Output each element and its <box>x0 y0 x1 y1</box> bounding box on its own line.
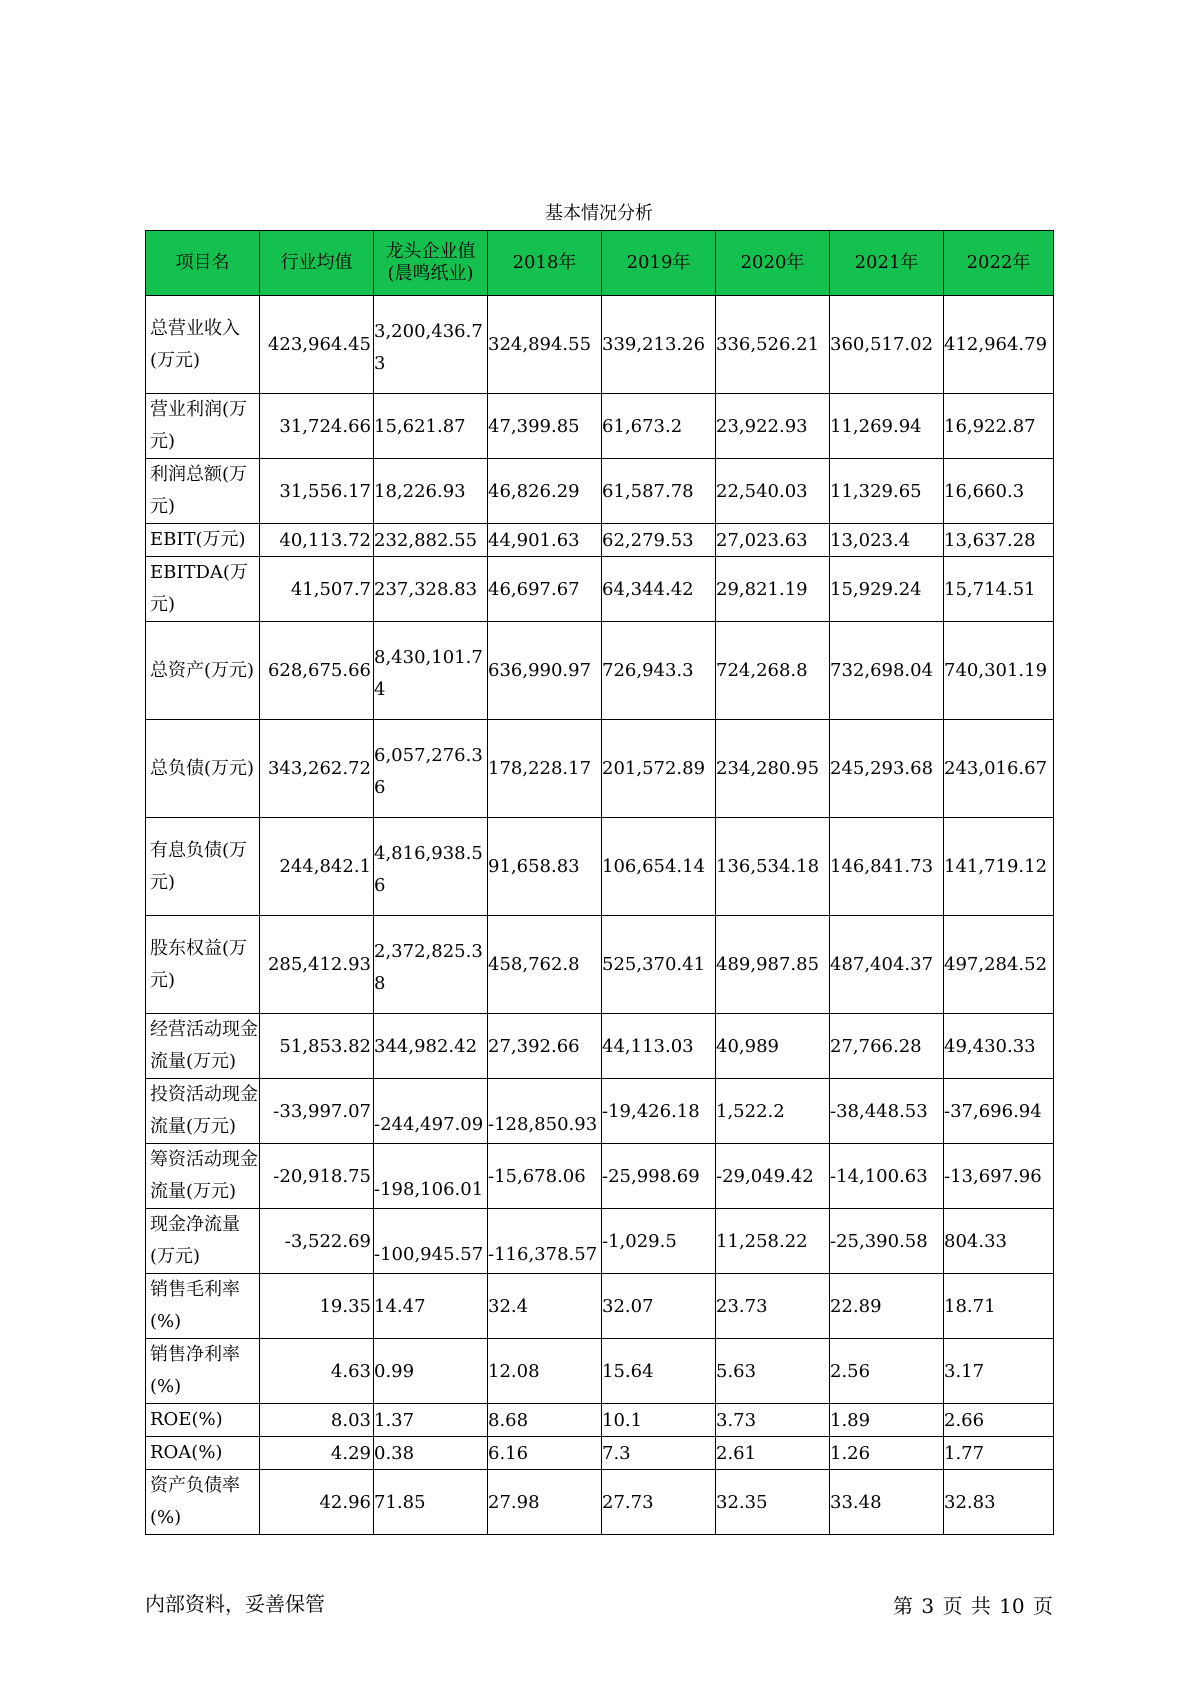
table-cell: 724,268.8 <box>716 622 830 720</box>
table-cell: 336,526.21 <box>716 296 830 394</box>
table-cell: 285,412.93 <box>260 916 374 1014</box>
table-cell: -33,997.07 <box>260 1079 374 1144</box>
row-label <box>146 296 260 394</box>
table-row <box>146 622 1054 720</box>
row-label-text: 销售净利率(%) <box>150 1344 240 1397</box>
row-label-text: ROE(%) <box>150 1409 223 1430</box>
table-cell: 14.47 <box>374 1274 488 1339</box>
table-cell: 2.66 <box>944 1404 1054 1437</box>
table-cell: -14,100.63 <box>830 1144 944 1209</box>
table-cell: -29,049.42 <box>716 1144 830 1209</box>
row-label <box>146 524 260 557</box>
table-cell: 41,507.7 <box>260 557 374 622</box>
footer-page-number: 第 3 页 共 10 页 <box>893 1594 1053 1618</box>
table-cell: -13,697.96 <box>944 1144 1054 1209</box>
table-cell: 51,853.82 <box>260 1014 374 1079</box>
table-cell: 4,816,938.56 <box>374 818 488 916</box>
table-cell: 740,301.19 <box>944 622 1054 720</box>
table-cell: 360,517.02 <box>830 296 944 394</box>
row-label-text: 股东权益(万元) <box>150 937 248 991</box>
table-cell: -3,522.69 <box>260 1209 374 1274</box>
table-cell: 44,113.03 <box>602 1014 716 1079</box>
table-cell: 32.35 <box>716 1470 830 1535</box>
table-cell: 3,200,436.73 <box>374 296 488 394</box>
table-cell: 61,673.2 <box>602 394 716 459</box>
table-cell: 458,762.8 <box>488 916 602 1014</box>
header-cell: 2021年 <box>830 231 944 296</box>
table-cell: 0.38 <box>374 1437 488 1470</box>
table-cell: 6.16 <box>488 1437 602 1470</box>
table-row <box>146 1404 1054 1437</box>
table-cell: 18.71 <box>944 1274 1054 1339</box>
table-row <box>146 1437 1054 1470</box>
table-cell: 0.99 <box>374 1339 488 1404</box>
table-cell: 146,841.73 <box>830 818 944 916</box>
table-cell: 46,826.29 <box>488 459 602 524</box>
table-cell: -20,918.75 <box>260 1144 374 1209</box>
table-cell: 7.3 <box>602 1437 716 1470</box>
table-cell: 726,943.3 <box>602 622 716 720</box>
table-cell: 23.73 <box>716 1274 830 1339</box>
table-cell: 44,901.63 <box>488 524 602 557</box>
table-cell: 61,587.78 <box>602 459 716 524</box>
table-cell: 339,213.26 <box>602 296 716 394</box>
table-cell: 32.83 <box>944 1470 1054 1535</box>
row-label <box>146 1339 260 1404</box>
table-cell: -116,378.57 <box>488 1209 602 1274</box>
row-label-text: 筹资活动现金流量(万元) <box>150 1149 258 1202</box>
table-cell: 18,226.93 <box>374 459 488 524</box>
row-label-text: 投资活动现金流量(万元) <box>150 1084 258 1137</box>
table-header-row <box>146 231 1054 296</box>
table-cell: -198,106.01 <box>374 1144 488 1209</box>
table-cell: 32.07 <box>602 1274 716 1339</box>
table-cell: 412,964.79 <box>944 296 1054 394</box>
table-row <box>146 1144 1054 1209</box>
table-cell: 27,023.63 <box>716 524 830 557</box>
table-cell: 32.4 <box>488 1274 602 1339</box>
table-cell: 19.35 <box>260 1274 374 1339</box>
table-cell: 15.64 <box>602 1339 716 1404</box>
table-cell: 487,404.37 <box>830 916 944 1014</box>
table-cell: 33.48 <box>830 1470 944 1535</box>
table-cell: 27,766.28 <box>830 1014 944 1079</box>
table-cell: 11,329.65 <box>830 459 944 524</box>
table-cell: 245,293.68 <box>830 720 944 818</box>
table-row <box>146 1014 1054 1079</box>
table-cell: 15,621.87 <box>374 394 488 459</box>
table-cell: 91,658.83 <box>488 818 602 916</box>
table-cell: 40,113.72 <box>260 524 374 557</box>
header-cell: 2022年 <box>944 231 1054 296</box>
table-cell: 489,987.85 <box>716 916 830 1014</box>
financial-table <box>145 230 1054 1535</box>
table-cell: 27,392.66 <box>488 1014 602 1079</box>
table-cell: 343,262.72 <box>260 720 374 818</box>
header-cell: 龙头企业值(晨鸣纸业) <box>374 231 488 296</box>
table-cell: 344,982.42 <box>374 1014 488 1079</box>
table-cell: 31,556.17 <box>260 459 374 524</box>
header-cell: 2019年 <box>602 231 716 296</box>
table-cell: 15,714.51 <box>944 557 1054 622</box>
row-label <box>146 1014 260 1079</box>
row-label <box>146 1404 260 1437</box>
table-cell: 525,370.41 <box>602 916 716 1014</box>
table-cell: 1.37 <box>374 1404 488 1437</box>
table-cell: 423,964.45 <box>260 296 374 394</box>
row-label <box>146 622 260 720</box>
table-cell: 141,719.12 <box>944 818 1054 916</box>
row-label <box>146 916 260 1014</box>
table-cell: 46,697.67 <box>488 557 602 622</box>
table-cell: -15,678.06 <box>488 1144 602 1209</box>
table-row <box>146 524 1054 557</box>
row-label-text: 营业利润(万元) <box>150 399 248 452</box>
row-label <box>146 1144 260 1209</box>
row-label-text: 总资产(万元) <box>150 659 255 681</box>
table-cell: 1.26 <box>830 1437 944 1470</box>
row-label <box>146 1274 260 1339</box>
table-cell: 106,654.14 <box>602 818 716 916</box>
table-cell: 136,534.18 <box>716 818 830 916</box>
table-row <box>146 1079 1054 1144</box>
row-label-text: 总营业收入(万元) <box>150 317 240 371</box>
table-row <box>146 459 1054 524</box>
table-cell: 201,572.89 <box>602 720 716 818</box>
table-row <box>146 818 1054 916</box>
table-cell: 234,280.95 <box>716 720 830 818</box>
table-cell: 47,399.85 <box>488 394 602 459</box>
row-label-text: 现金净流量(万元) <box>150 1214 240 1267</box>
table-row <box>146 557 1054 622</box>
table-cell: 31,724.66 <box>260 394 374 459</box>
row-label-text: 销售毛利率(%) <box>150 1279 240 1332</box>
table-row <box>146 1209 1054 1274</box>
table-cell: 243,016.67 <box>944 720 1054 818</box>
row-label-text: EBIT(万元) <box>150 529 246 550</box>
header-cell: 行业均值 <box>260 231 374 296</box>
row-label <box>146 1470 260 1535</box>
row-label <box>146 1079 260 1144</box>
header-cell: 2020年 <box>716 231 830 296</box>
table-cell: 4.29 <box>260 1437 374 1470</box>
table-cell: 13,023.4 <box>830 524 944 557</box>
table-cell: 12.08 <box>488 1339 602 1404</box>
table-row <box>146 296 1054 394</box>
table-cell: 1,522.2 <box>716 1079 830 1144</box>
table-cell: 42.96 <box>260 1470 374 1535</box>
table-cell: 27.73 <box>602 1470 716 1535</box>
table-cell: 244,842.1 <box>260 818 374 916</box>
table-cell: 71.85 <box>374 1470 488 1535</box>
table-cell: 22.89 <box>830 1274 944 1339</box>
table-cell: -19,426.18 <box>602 1079 716 1144</box>
table-cell: 64,344.42 <box>602 557 716 622</box>
table-cell: -100,945.57 <box>374 1209 488 1274</box>
table-cell: 324,894.55 <box>488 296 602 394</box>
row-label <box>146 1209 260 1274</box>
table-cell: 237,328.83 <box>374 557 488 622</box>
row-label <box>146 720 260 818</box>
row-label-text: EBITDA(万元) <box>150 562 248 615</box>
header-cell: 项目名 <box>146 231 260 296</box>
table-cell: 16,660.3 <box>944 459 1054 524</box>
table-cell: 628,675.66 <box>260 622 374 720</box>
table-cell: 29,821.19 <box>716 557 830 622</box>
table-cell: 732,698.04 <box>830 622 944 720</box>
table-row <box>146 1470 1054 1535</box>
header-cell: 2018年 <box>488 231 602 296</box>
row-label-text: 总负债(万元) <box>150 757 255 779</box>
table-cell: -25,998.69 <box>602 1144 716 1209</box>
table-cell: 1.89 <box>830 1404 944 1437</box>
row-label <box>146 394 260 459</box>
table-row <box>146 394 1054 459</box>
table-cell: 15,929.24 <box>830 557 944 622</box>
row-label <box>146 1437 260 1470</box>
table-cell: 232,882.55 <box>374 524 488 557</box>
table-cell: -1,029.5 <box>602 1209 716 1274</box>
row-label-text: 有息负债(万元) <box>150 839 248 893</box>
table-cell: 4.63 <box>260 1339 374 1404</box>
table-cell: 8,430,101.74 <box>374 622 488 720</box>
footer-confidential: 内部资料，妥善保管 <box>145 1592 325 1616</box>
table-cell: 10.1 <box>602 1404 716 1437</box>
table-row <box>146 1274 1054 1339</box>
table-cell: -128,850.93 <box>488 1079 602 1144</box>
table-cell: 23,922.93 <box>716 394 830 459</box>
table-cell: 11,258.22 <box>716 1209 830 1274</box>
table-cell: 6,057,276.36 <box>374 720 488 818</box>
table-cell: 497,284.52 <box>944 916 1054 1014</box>
table-row <box>146 916 1054 1014</box>
table-cell: 11,269.94 <box>830 394 944 459</box>
row-label-text: 利润总额(万元) <box>150 464 248 517</box>
table-cell: 636,990.97 <box>488 622 602 720</box>
table-cell: 804.33 <box>944 1209 1054 1274</box>
table-cell: 8.03 <box>260 1404 374 1437</box>
table-cell: 2.56 <box>830 1339 944 1404</box>
table-cell: 2,372,825.38 <box>374 916 488 1014</box>
table-cell: 1.77 <box>944 1437 1054 1470</box>
table-cell: 49,430.33 <box>944 1014 1054 1079</box>
table-cell: -244,497.09 <box>374 1079 488 1144</box>
table-cell: 22,540.03 <box>716 459 830 524</box>
table-cell: 5.63 <box>716 1339 830 1404</box>
row-label <box>146 818 260 916</box>
row-label-text: 经营活动现金流量(万元) <box>150 1019 258 1072</box>
table-cell: 40,989 <box>716 1014 830 1079</box>
table-cell: -38,448.53 <box>830 1079 944 1144</box>
table-caption: 基本情况分析 <box>545 203 653 224</box>
table-row <box>146 1339 1054 1404</box>
table-cell: 3.17 <box>944 1339 1054 1404</box>
table-cell: 2.61 <box>716 1437 830 1470</box>
row-label-text: 资产负债率(%) <box>150 1475 240 1528</box>
row-label <box>146 459 260 524</box>
table-cell: 3.73 <box>716 1404 830 1437</box>
table-cell: 8.68 <box>488 1404 602 1437</box>
table-row <box>146 720 1054 818</box>
table-cell: 62,279.53 <box>602 524 716 557</box>
table-cell: 178,228.17 <box>488 720 602 818</box>
row-label-text: ROA(%) <box>150 1442 223 1463</box>
table-cell: -37,696.94 <box>944 1079 1054 1144</box>
table-cell: 27.98 <box>488 1470 602 1535</box>
table-cell: 16,922.87 <box>944 394 1054 459</box>
row-label <box>146 557 260 622</box>
table-cell: 13,637.28 <box>944 524 1054 557</box>
table-cell: -25,390.58 <box>830 1209 944 1274</box>
